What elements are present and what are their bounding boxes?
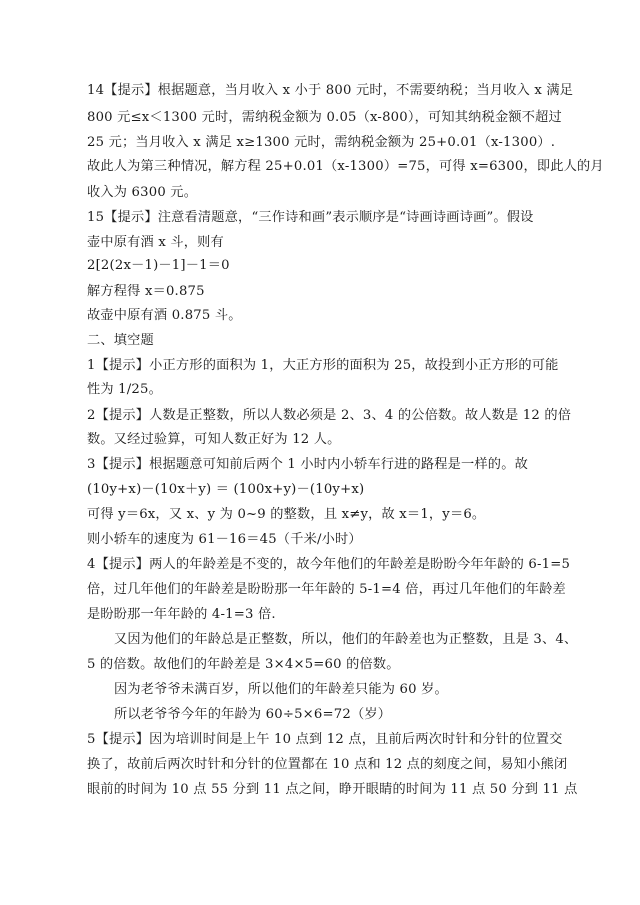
text-line: 5 的倍数。故他们的年龄差是 3×4×5=60 的倍数。 bbox=[87, 657, 400, 672]
text-line: 3【提示】根据题意可知前后两个 1 小时内小轿车行进的路程是一样的。故 bbox=[87, 457, 528, 472]
section-heading: 二、填空题 bbox=[87, 333, 154, 348]
text-line: 是盼盼那一年年龄的 4-1=3 倍. bbox=[87, 607, 276, 622]
equation-line: (10y+x)－(10x＋y) ＝ (100x+y)－(10y+x) bbox=[87, 482, 365, 497]
text-line: 800 元≤x＜1300 元时，需纳税金额为 0.05（x-800），可知其纳税金额不超过 bbox=[87, 110, 562, 125]
text-line: 故此人为第三种情况，解方程 25+0.01（x-1300）=75，可得 x=6300，即此人的月 bbox=[87, 159, 604, 174]
text-line: 壶中原有酒 x 斗，则有 bbox=[87, 235, 224, 250]
text-line: 又因为他们的年龄总是正整数，所以，他们的年龄差也为正整数，且是 3、4、 bbox=[114, 632, 578, 647]
text-line: 性为 1/25。 bbox=[87, 382, 162, 397]
equation-line: 2[2(2x－1)－1]－1＝0 bbox=[87, 258, 230, 273]
text-line: 解方程得 x＝0.875 bbox=[87, 284, 205, 299]
text-line: 故壶中原有酒 0.875 斗。 bbox=[87, 308, 242, 323]
text-line: 眼前的时间为 10 点 55 分到 11 点之间，睁开眼睛的时间为 11 点 50 分到 11 点 bbox=[87, 782, 578, 797]
text-line: 收入为 6300 元。 bbox=[87, 185, 198, 200]
text-line: 换了，故前后两次时针和分针的位置都在 10 点和 12 点的刻度之间，易知小熊闭 bbox=[87, 757, 568, 772]
text-line: 可得 y＝6x，又 x、y 为 0~9 的整数，且 x≠y，故 x＝1，y＝6。 bbox=[87, 507, 486, 522]
text-line: 4【提示】两人的年龄差是不变的，故今年他们的年龄差是盼盼今年年龄的 6-1=5 bbox=[87, 557, 571, 572]
text-line: 倍，过几年他们的年龄差是盼盼那一年年龄的 5-1=4 倍，再过几年他们的年龄差 bbox=[87, 582, 566, 597]
text-line: 则小轿车的速度为 61－16＝45（千米/小时） bbox=[87, 532, 362, 547]
text-line: 数。又经过验算，可知人数正好为 12 人。 bbox=[87, 432, 341, 447]
text-line: 5【提示】因为培训时间是上午 10 点到 12 点，且前后两次时针和分针的位置交 bbox=[87, 732, 563, 747]
text-line: 所以老爷爷今年的年龄为 60÷5×6=72（岁） bbox=[114, 707, 392, 722]
text-line: 2【提示】人数是正整数，所以人数必须是 2、3、4 的公倍数。故人数是 12 的倍 bbox=[87, 408, 572, 423]
text-line: 14【提示】根据题意，当月收入 x 小于 800 元时，不需要纳税；当月收入 x 满足 bbox=[87, 83, 574, 98]
text-line: 1【提示】小正方形的面积为 1，大正方形的面积为 25，故投到小正方形的可能 bbox=[87, 358, 559, 373]
text-line: 因为老爷爷未满百岁，所以他们的年龄差只能为 60 岁。 bbox=[114, 682, 448, 697]
text-line: 15【提示】注意看清题意，“三作诗和画”表示顺序是“诗画诗画诗画”。假设 bbox=[87, 210, 534, 225]
text-line: 25 元；当月收入 x 满足 x≥1300 元时，需纳税金额为 25+0.01（x-1300）. bbox=[87, 135, 556, 150]
